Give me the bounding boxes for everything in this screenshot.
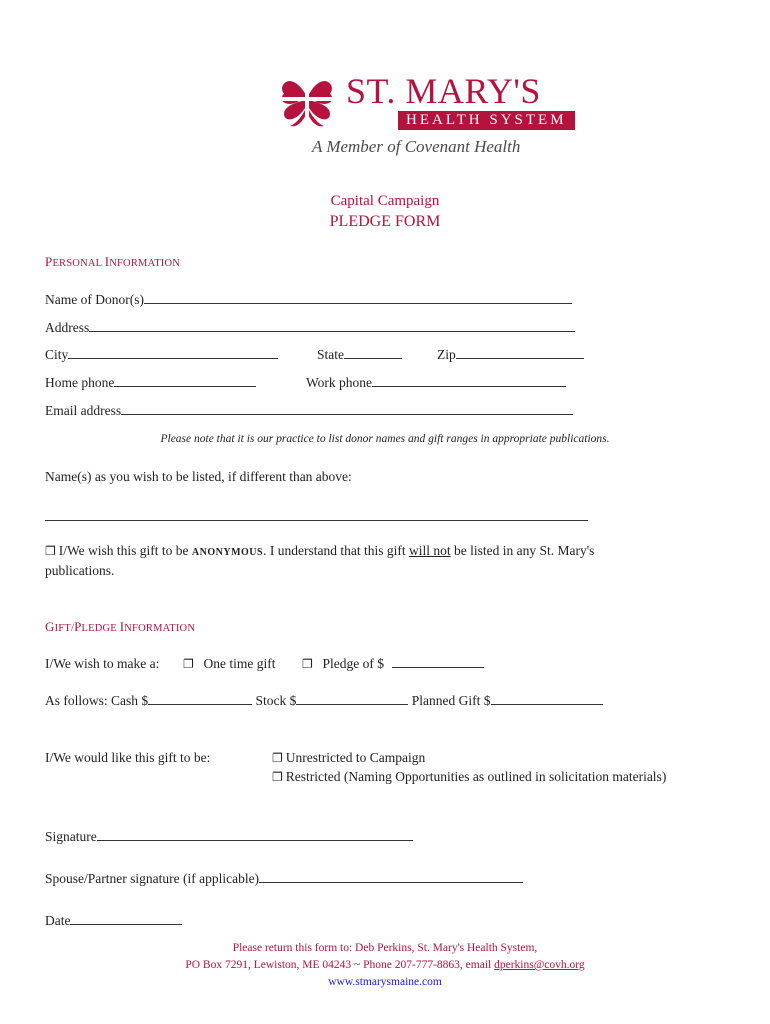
donor-field[interactable]	[144, 292, 572, 304]
personal-heading	[45, 254, 180, 270]
footer-line1: Please return this form to: Deb Perkins, St. Mary's Health System,	[232, 942, 538, 954]
city-row	[45, 347, 278, 363]
heading-rest: NFORMATION	[124, 623, 196, 634]
anon-text: be listed in any St. Mary's	[450, 543, 595, 558]
restricted-checkbox[interactable]: ❐	[272, 770, 283, 784]
unrestricted-checkbox[interactable]: ❐	[272, 751, 283, 765]
logo-tagline: A Member of Covenant Health	[312, 137, 521, 156]
email-label: Email address	[45, 403, 122, 418]
anonymous-row	[45, 543, 594, 559]
email-field[interactable]	[121, 403, 573, 415]
form-title-line2: PLEDGE FORM	[329, 213, 441, 230]
donor-row	[45, 292, 572, 308]
footer-line2	[0, 959, 770, 971]
stock-label: Stock $	[255, 693, 297, 708]
email-row	[45, 403, 573, 419]
anonymous-checkbox[interactable]: ❐	[45, 544, 56, 558]
heading-rest: IFT/	[54, 623, 75, 634]
date-label: Date	[45, 913, 71, 928]
stock-field[interactable]	[296, 693, 408, 705]
logo-name: ST. MARY'S	[346, 71, 541, 111]
website-link[interactable]: www.stmarysmaine.com	[328, 976, 442, 988]
spouse-signature-row	[45, 871, 523, 887]
pledge-option[interactable]	[302, 656, 484, 672]
donor-label: Name of Donor(s)	[45, 292, 144, 307]
state-label: State	[317, 347, 344, 362]
spouse-signature-label: Spouse/Partner signature (if applicable)	[45, 871, 260, 886]
one-time-option[interactable]	[183, 656, 276, 672]
cash-field[interactable]	[148, 693, 252, 705]
anon-will-not: will not	[408, 543, 451, 558]
make-label: I/We wish to make a:	[45, 656, 160, 671]
zip-row	[437, 347, 584, 363]
planned-gift-label: Planned Gift $	[411, 693, 491, 708]
unrestricted-label: Unrestricted to Campaign	[285, 750, 426, 765]
logo-banner: HEALTH SYSTEM	[398, 111, 575, 130]
heading-rest: NFORMATION	[109, 258, 181, 269]
follows-row	[45, 693, 603, 709]
cash-label: As follows: Cash $	[45, 693, 149, 708]
zip-label: Zip	[437, 347, 456, 362]
signature-label: Signature	[45, 829, 97, 844]
state-row	[317, 347, 402, 363]
unrestricted-option[interactable]	[272, 750, 425, 766]
signature-field[interactable]	[97, 829, 413, 841]
heading-cap: I	[119, 619, 125, 634]
make-gift-row	[45, 656, 159, 672]
date-row	[45, 913, 182, 929]
home-phone-row	[45, 375, 256, 391]
city-field[interactable]	[68, 347, 278, 359]
one-time-label: One time gift	[203, 656, 276, 671]
pledge-checkbox[interactable]: ❐	[302, 657, 313, 671]
zip-field[interactable]	[456, 347, 584, 359]
state-field[interactable]	[344, 347, 402, 359]
heading-rest: LEDGE	[81, 623, 120, 634]
footer-contact: PO Box 7291, Lewiston, ME 04243 ~ Phone 207-777-8863, email	[185, 959, 495, 971]
work-phone-field[interactable]	[372, 375, 566, 387]
spouse-signature-field[interactable]	[259, 871, 523, 883]
heart-clover-icon	[272, 64, 342, 134]
work-phone-label: Work phone	[306, 375, 373, 390]
restricted-label: Restricted (Naming Opportunities as outlined in solicitation materials)	[285, 769, 667, 784]
home-phone-label: Home phone	[45, 375, 115, 390]
listed-as-field[interactable]	[45, 508, 588, 521]
restricted-option[interactable]	[272, 769, 666, 785]
work-phone-row	[306, 375, 566, 391]
address-field[interactable]	[89, 320, 575, 332]
planned-gift-field[interactable]	[491, 693, 603, 705]
form-title-line1: Capital Campaign	[330, 193, 440, 209]
heading-cap: G	[45, 619, 55, 634]
address-label: Address	[45, 320, 90, 335]
listed-as-label: Name(s) as you wish to be listed, if different than above:	[45, 469, 352, 484]
gift-heading	[45, 619, 195, 635]
pledge-amount-field[interactable]	[392, 656, 484, 668]
publication-note: Please note that it is our practice to list donor names and gift ranges in appropriate publications.	[160, 433, 610, 445]
anon-text: . I understand that this gift	[263, 543, 409, 558]
heading-rest: ERSONAL	[52, 258, 105, 269]
pledge-label: Pledge of $	[322, 656, 385, 671]
signature-row	[45, 829, 413, 845]
heading-cap: P	[74, 619, 82, 634]
date-field[interactable]	[70, 913, 182, 925]
footer-email-link[interactable]: dperkins@covh.org	[494, 959, 585, 971]
one-time-checkbox[interactable]: ❐	[183, 657, 194, 671]
heading-cap: I	[104, 254, 110, 269]
city-label: City	[45, 347, 69, 362]
address-row	[45, 320, 575, 336]
anon-word: ANONYMOUS	[191, 547, 264, 558]
heading-cap: P	[45, 254, 53, 269]
footer-website	[0, 976, 770, 988]
home-phone-field[interactable]	[114, 375, 256, 387]
anon-text: I/We wish this gift to be	[58, 543, 192, 558]
gift-to-be-label: I/We would like this gift to be:	[45, 750, 211, 765]
anonymous-line2: publications.	[45, 563, 115, 578]
